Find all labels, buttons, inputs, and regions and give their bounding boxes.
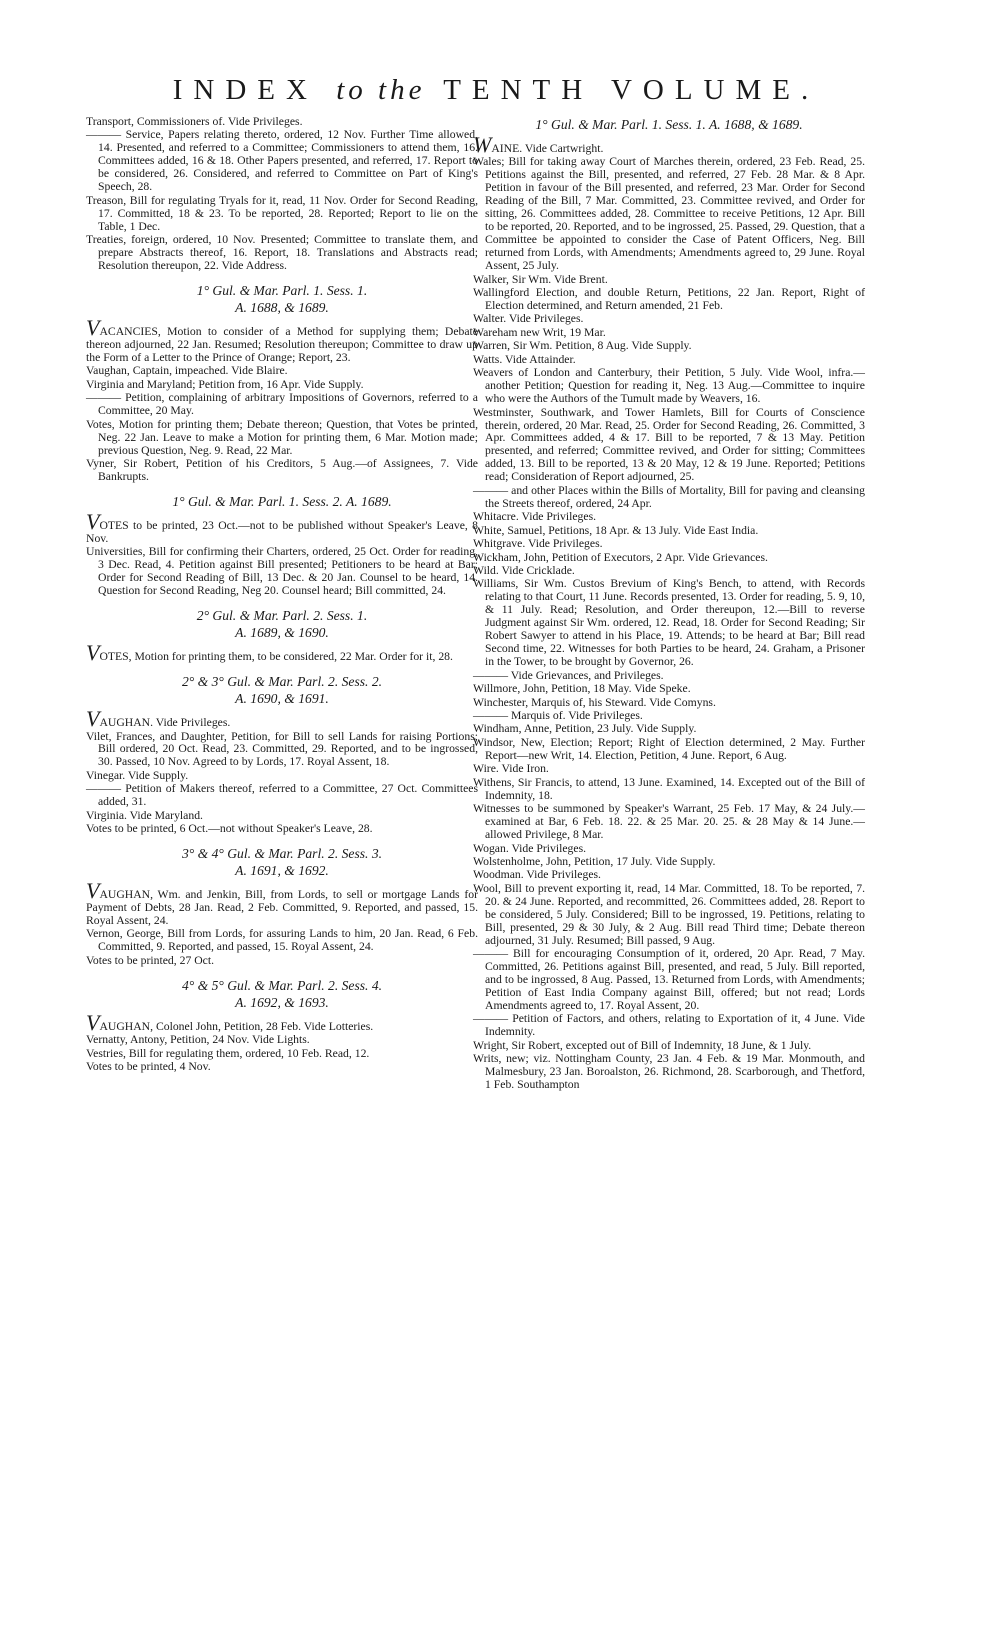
- index-entry: Willmore, John, Petition, 18 May. Vide Speke.: [473, 682, 691, 696]
- index-entry-initial: [86, 314, 478, 365]
- session-heading-year: A. 1690, & 1691.: [235, 691, 329, 707]
- index-entry: Treason, Bill for regulating Tryals for it, read, 11 Nov. Order for Second Reading, 17. Committed, 18 & 23. To be reported, 28. Reported; Report to lie on the Table, 1 Dec.: [86, 193, 478, 233]
- session-heading-year: A. 1692, & 1693.: [235, 994, 329, 1010]
- session-heading: [86, 673, 478, 707]
- index-entry-text: OTES to be printed, 23 Oct.—not to be published without Speaker's Leave, 8 Nov.: [86, 518, 478, 545]
- index-entry: Vilet, Frances, and Daughter, Petition, for Bill to sell Lands for raising Portions; Bill ordered, 20 Oct. Read, 23. Committed, 29. Reported, and to be ingrossed, 30. Passed, 10 Nov. Agreed to by Lords, 17. Royal Assent, 18.: [86, 729, 478, 769]
- index-entry: Virginia and Maryland; Petition from, 16 Apr. Vide Supply.: [86, 377, 364, 391]
- drop-initial-letter: V: [86, 640, 100, 666]
- index-entry: Vinegar. Vide Supply.: [86, 768, 189, 782]
- index-entry: Windsor, New, Election; Report; Right of Election determined, 2 May. Further Report—new Writ, 14. Election, Petition, 4 June. Report, 6 Aug.: [473, 735, 865, 762]
- index-entry: ——— and other Places within the Bills of Mortality, Bill for paving and cleansing the Streets thereof, ordered, 24 Apr.: [473, 483, 865, 510]
- index-entry: Wallingford Election, and double Return, Petitions, 22 Jan. Report, Right of Election determined, and Return amended, 21 Feb.: [473, 285, 865, 312]
- session-heading-line: 2° & 3° Gul. & Mar. Parl. 2. Sess. 2.: [181, 674, 383, 690]
- index-entry-initial: [473, 132, 865, 157]
- index-entry: Winchester, Marquis of, his Steward. Vide Comyns.: [473, 695, 716, 709]
- index-entry: Wickham, John, Petition of Executors, 2 Apr. Vide Grievances.: [473, 550, 768, 564]
- index-entry-text: AUGHAN, Colonel John, Petition, 28 Feb. Vide Lotteries.: [99, 1019, 374, 1033]
- index-entry: Wales; Bill for taking away Court of Marches therein, ordered, 23 Feb. Read, 25. Petitions against the Bill, presented, and referred, 27 Feb. 28 Mar. & 8 Apr. Petition in favour of the Bill presented, and referred, 23 Mar. Order for Second Reading of the Bill, 7 Mar. Committed, 23. Committee revived, and Order for sitting, 26. Committees added, 28. Committee to receive Petitions, 12 Apr. Bill to be reported, 20. Reported, and to be ingrossed, 25. Passed, 29. Question, that a Committee be appointed to consider the Case of Patent Officers, Neg. Bill returned from Lords, with Amendments; Amendments agreed to, 29 June. Royal Assent, 25 July.: [473, 155, 865, 273]
- session-heading-year: A. 1689, & 1690.: [235, 625, 329, 641]
- index-entry-initial: [86, 878, 478, 928]
- drop-initial-letter: V: [86, 1009, 100, 1035]
- index-entry: Whitgrave. Vide Privileges.: [473, 537, 603, 551]
- index-entry: Wool, Bill to prevent exporting it, read, 14 Mar. Committed, 18. To be reported, 7. 20. & 24 June. Reported, and recommitted, 26. Committees added, 28. Report to be considered, 5 July. Considered; Bill to be ingrossed, 19. Petitions, relating to Bill, presented, 29 & 30 July, & 2 Aug. Bill read Third time; Debate thereon adjourned, 31 July. Resumed; Bill passed, 9 Aug.: [473, 881, 865, 947]
- index-entry: Walter. Vide Privileges.: [473, 312, 584, 326]
- index-entry: Wright, Sir Robert, excepted out of Bill of Indemnity, 18 June, & 1 July.: [473, 1038, 812, 1052]
- index-entry: Votes, Motion for printing them; Debate thereon; Question, that Votes be printed, Neg. 22 Jan. Leave to make a Motion for printing them, 6 Mar. Motion made; previous Question, Neg. 9. Read, 22 Mar.: [86, 417, 478, 457]
- index-entry: ——— Petition of Makers thereof, referred to a Committee, 27 Oct. Committees added, 31.: [86, 782, 478, 809]
- index-entry: Wolstenholme, John, Petition, 17 July. Vide Supply.: [473, 854, 716, 868]
- drop-initial-letter: W: [473, 132, 492, 157]
- session-heading: [86, 493, 478, 510]
- index-entry: Wareham new Writ, 19 Mar.: [473, 325, 606, 339]
- index-entry: Vernatty, Antony, Petition, 24 Nov. Vide Lights.: [86, 1033, 310, 1047]
- index-entry: Wild. Vide Cricklade.: [473, 564, 575, 577]
- index-entry: Transport, Commissioners of. Vide Privileges.: [86, 115, 303, 128]
- left-column: [86, 116, 478, 1075]
- index-entry: Votes to be printed, 4 Nov.: [86, 1060, 211, 1074]
- session-heading: [86, 607, 478, 641]
- session-heading: [86, 282, 478, 316]
- index-entry: Witnesses to be summoned by Speaker's Warrant, 25 Feb. 17 May, & 24 July.—examined at Bar, 6 Feb. 18. 22. & 25 Mar. 20. 25. & 28 May & 14 June.—allowed Privilege, 8 Mar.: [473, 802, 865, 842]
- index-entry-initial: [86, 706, 478, 732]
- index-entry: Writs, new; viz. Nottingham County, 23 Jan. 4 Feb. & 19 Mar. Monmouth, and Malmesbury, 23 Jan. Boroalston, 26. Richmond, 28. Scarborough, and Thetford, 1 Feb. Southampton: [473, 1052, 865, 1092]
- index-entry: Warren, Sir Wm. Petition, 8 Aug. Vide Supply.: [473, 339, 692, 353]
- index-entry: Vaughan, Captain, impeached. Vide Blaire.: [86, 364, 288, 378]
- index-entry: Withens, Sir Francis, to attend, 13 June. Examined, 14. Excepted out of the Bill of Indemnity, 18.: [473, 775, 865, 802]
- right-column: [473, 116, 865, 1093]
- index-entry: Windham, Anne, Petition, 23 July. Vide Supply.: [473, 722, 697, 736]
- session-heading-line: 3° & 4° Gul. & Mar. Parl. 2. Sess. 3.: [181, 846, 383, 862]
- index-entry: White, Samuel, Petitions, 18 Apr. & 13 July. Vide East India.: [473, 523, 759, 537]
- index-entry: Woodman. Vide Privileges.: [473, 868, 601, 882]
- index-entry: Williams, Sir Wm. Custos Brevium of King's Bench, to attend, with Records relating to that Court, 11 June. Records presented, 13. Order for reading, 5. 9, 10, & 11 July. Read; Resolution, and Order thereupon, 12.—Bill to reverse Judgment against Sir Wm. ordered, 12. Read, 18. Order for Second Reading; Sir Robert Sawyer to attend in his Place, 19. Attends; to be heard at Bar; Bill read Second time, 22. Witnesses for both Parties to be heard, 24. Graham, a Prisoner in the Tower, to be brought by Governor, 26.: [473, 577, 865, 669]
- title-connector: to the: [336, 74, 426, 106]
- index-entry-initial: [86, 508, 478, 546]
- index-entry: Wire. Vide Iron.: [473, 762, 549, 776]
- index-entry: Universities, Bill for confirming their Charters, ordered, 25 Oct. Order for reading, 3 Dec. Read, 4. Petition against Bill presented; Petitioners to be heard at Bar; Order for Second Reading of Bill, 13 Dec. & 20 Jan. Counsel to be heard, 14. Question for Second Reading, Neg 20. Counsel heard; Bill committed, 24.: [86, 545, 478, 598]
- drop-initial-letter: V: [86, 706, 100, 732]
- index-entry-text: AUGHAN, Wm. and Jenkin, Bill, from Lords, to sell or mortgage Lands for Payment of Debts, 28 Jan. Read, 2 Feb. Committed, 9. Reported, and passed, 15. Royal Assent, 24.: [86, 888, 478, 928]
- index-entry: Vyner, Sir Robert, Petition of his Creditors, 5 Aug.—of Assignees, 7. Vide Bankrupts.: [86, 456, 478, 483]
- session-heading-line: 1° Gul. & Mar. Parl. 1. Sess. 2. A. 1689.: [172, 493, 392, 509]
- drop-initial-letter: V: [86, 878, 100, 904]
- index-entry: ——— Petition, complaining of arbitrary Impositions of Governors, referred to a Committee, 20 May.: [86, 391, 478, 418]
- index-entry: Votes to be printed, 27 Oct.: [86, 953, 215, 967]
- session-heading: [473, 116, 865, 133]
- page-title: [0, 74, 992, 107]
- index-entry: ——— Bill for encouraging Consumption of it, ordered, 20 Apr. Read, 7 May. Committed, 26. Petitions against Bill, presented, and read, 5 July. Bill reported, and to be ingrossed, 8 Aug. Passed, 13. Returned from Lords, with Amendments; Petition of East India Company against Bill, offered; but not read; Lords Amendments agreed to, 17. Royal Assent, 20.: [473, 947, 865, 1012]
- index-entry: Wogan. Vide Privileges.: [473, 841, 587, 855]
- index-entry-text: AINE. Vide Cartwright.: [491, 142, 604, 155]
- index-entry-text: OTES, Motion for printing them, to be considered, 22 Mar. Order for it, 28.: [99, 650, 453, 664]
- index-entry: Vernon, George, Bill from Lords, for assuring Lands to him, 20 Jan. Read, 6 Feb. Committed, 9. Reported, and passed, 15. Royal Assent, 24.: [86, 927, 478, 954]
- index-entry: Virginia. Vide Maryland.: [86, 808, 203, 822]
- session-heading-line: 4° & 5° Gul. & Mar. Parl. 2. Sess. 4.: [181, 977, 383, 993]
- index-entry: Watts. Vide Attainder.: [473, 352, 576, 366]
- title-volume: TENTH VOLUME.: [443, 74, 820, 106]
- session-heading-line: 1° Gul. & Mar. Parl. 1. Sess. 1.: [196, 282, 368, 298]
- session-heading-line: 1° Gul. & Mar. Parl. 1. Sess. 1. A. 1688, & 1689.: [535, 117, 803, 132]
- index-entry: Westminster, Southwark, and Tower Hamlets, Bill for Courts of Conscience therein, ordered, 20 Mar. Read, 25. Order for Second Reading, 26. Committed, 3 Apr. Committees added, 4 & 17. Bill to be reported, 7 & 13 May. Petition presented, and referred; Committee revived, and Order for sitting; Committees added, 13. Bill to be reported, 13 & 20 May, 12 & 19 June. Reported; Petitions read; Consideration of Report adjourned, 25.: [473, 405, 865, 484]
- session-heading-line: 2° Gul. & Mar. Parl. 2. Sess. 1.: [196, 608, 368, 624]
- session-heading-year: A. 1688, & 1689.: [235, 299, 329, 315]
- index-entry: Walker, Sir Wm. Vide Brent.: [473, 272, 608, 286]
- index-entry: ——— Petition of Factors, and others, relating to Exportation of it, 4 June. Vide Indemnity.: [473, 1012, 865, 1039]
- index-entry: ——— Service, Papers relating thereto, ordered, 12 Nov. Further Time allowed, 14. Presented, and referred to a Committee; Commissioners to attend them, 16. Committees added, 16 & 18. Other Papers presented, and referred, 17. Report to be considered, 26. Considered, and referred to Committee on Part of King's Speech, 28.: [86, 128, 478, 194]
- index-entry-initial: [86, 1009, 478, 1035]
- index-entry: Votes to be printed, 6 Oct.—not without Speaker's Leave, 28.: [86, 822, 373, 836]
- drop-initial-letter: V: [86, 314, 100, 340]
- index-entry: Vestries, Bill for regulating them, ordered, 10 Feb. Read, 12.: [86, 1046, 370, 1060]
- session-heading: [86, 977, 478, 1011]
- session-heading: [86, 845, 478, 879]
- index-entry: Weavers of London and Canterbury, their Petition, 5 July. Vide Wool, infra.—another Petition; Question for reading it, Neg. 13 Aug.—Committee to inquire who were the Authors of the Tumult made by Weavers, 16.: [473, 366, 865, 406]
- index-entry: Whitacre. Vide Privileges.: [473, 510, 597, 524]
- index-entry-text: ACANCIES, Motion to consider of a Method for supplying them; Debate thereon adjourned, 22 Jan. Resumed; Resolution thereupon; Committee to draw up the Form of a Letter to the Prince of Orange; Report, 23.: [86, 324, 478, 364]
- title-index: INDEX: [172, 74, 318, 106]
- index-entry: ——— Marquis of. Vide Privileges.: [473, 708, 643, 722]
- index-entry: Treaties, foreign, ordered, 10 Nov. Presented; Committee to translate them, and prepare Abstracts thereof, 16. Report, 18. Translations and Abstracts read; Resolution thereupon, 22. Vide Address.: [86, 233, 478, 272]
- session-heading-year: A. 1691, & 1692.: [235, 863, 329, 879]
- drop-initial-letter: V: [86, 508, 100, 534]
- index-entry: ——— Vide Grievances, and Privileges.: [473, 668, 664, 682]
- index-entry-initial: [86, 640, 478, 666]
- index-entry-text: AUGHAN. Vide Privileges.: [99, 716, 231, 730]
